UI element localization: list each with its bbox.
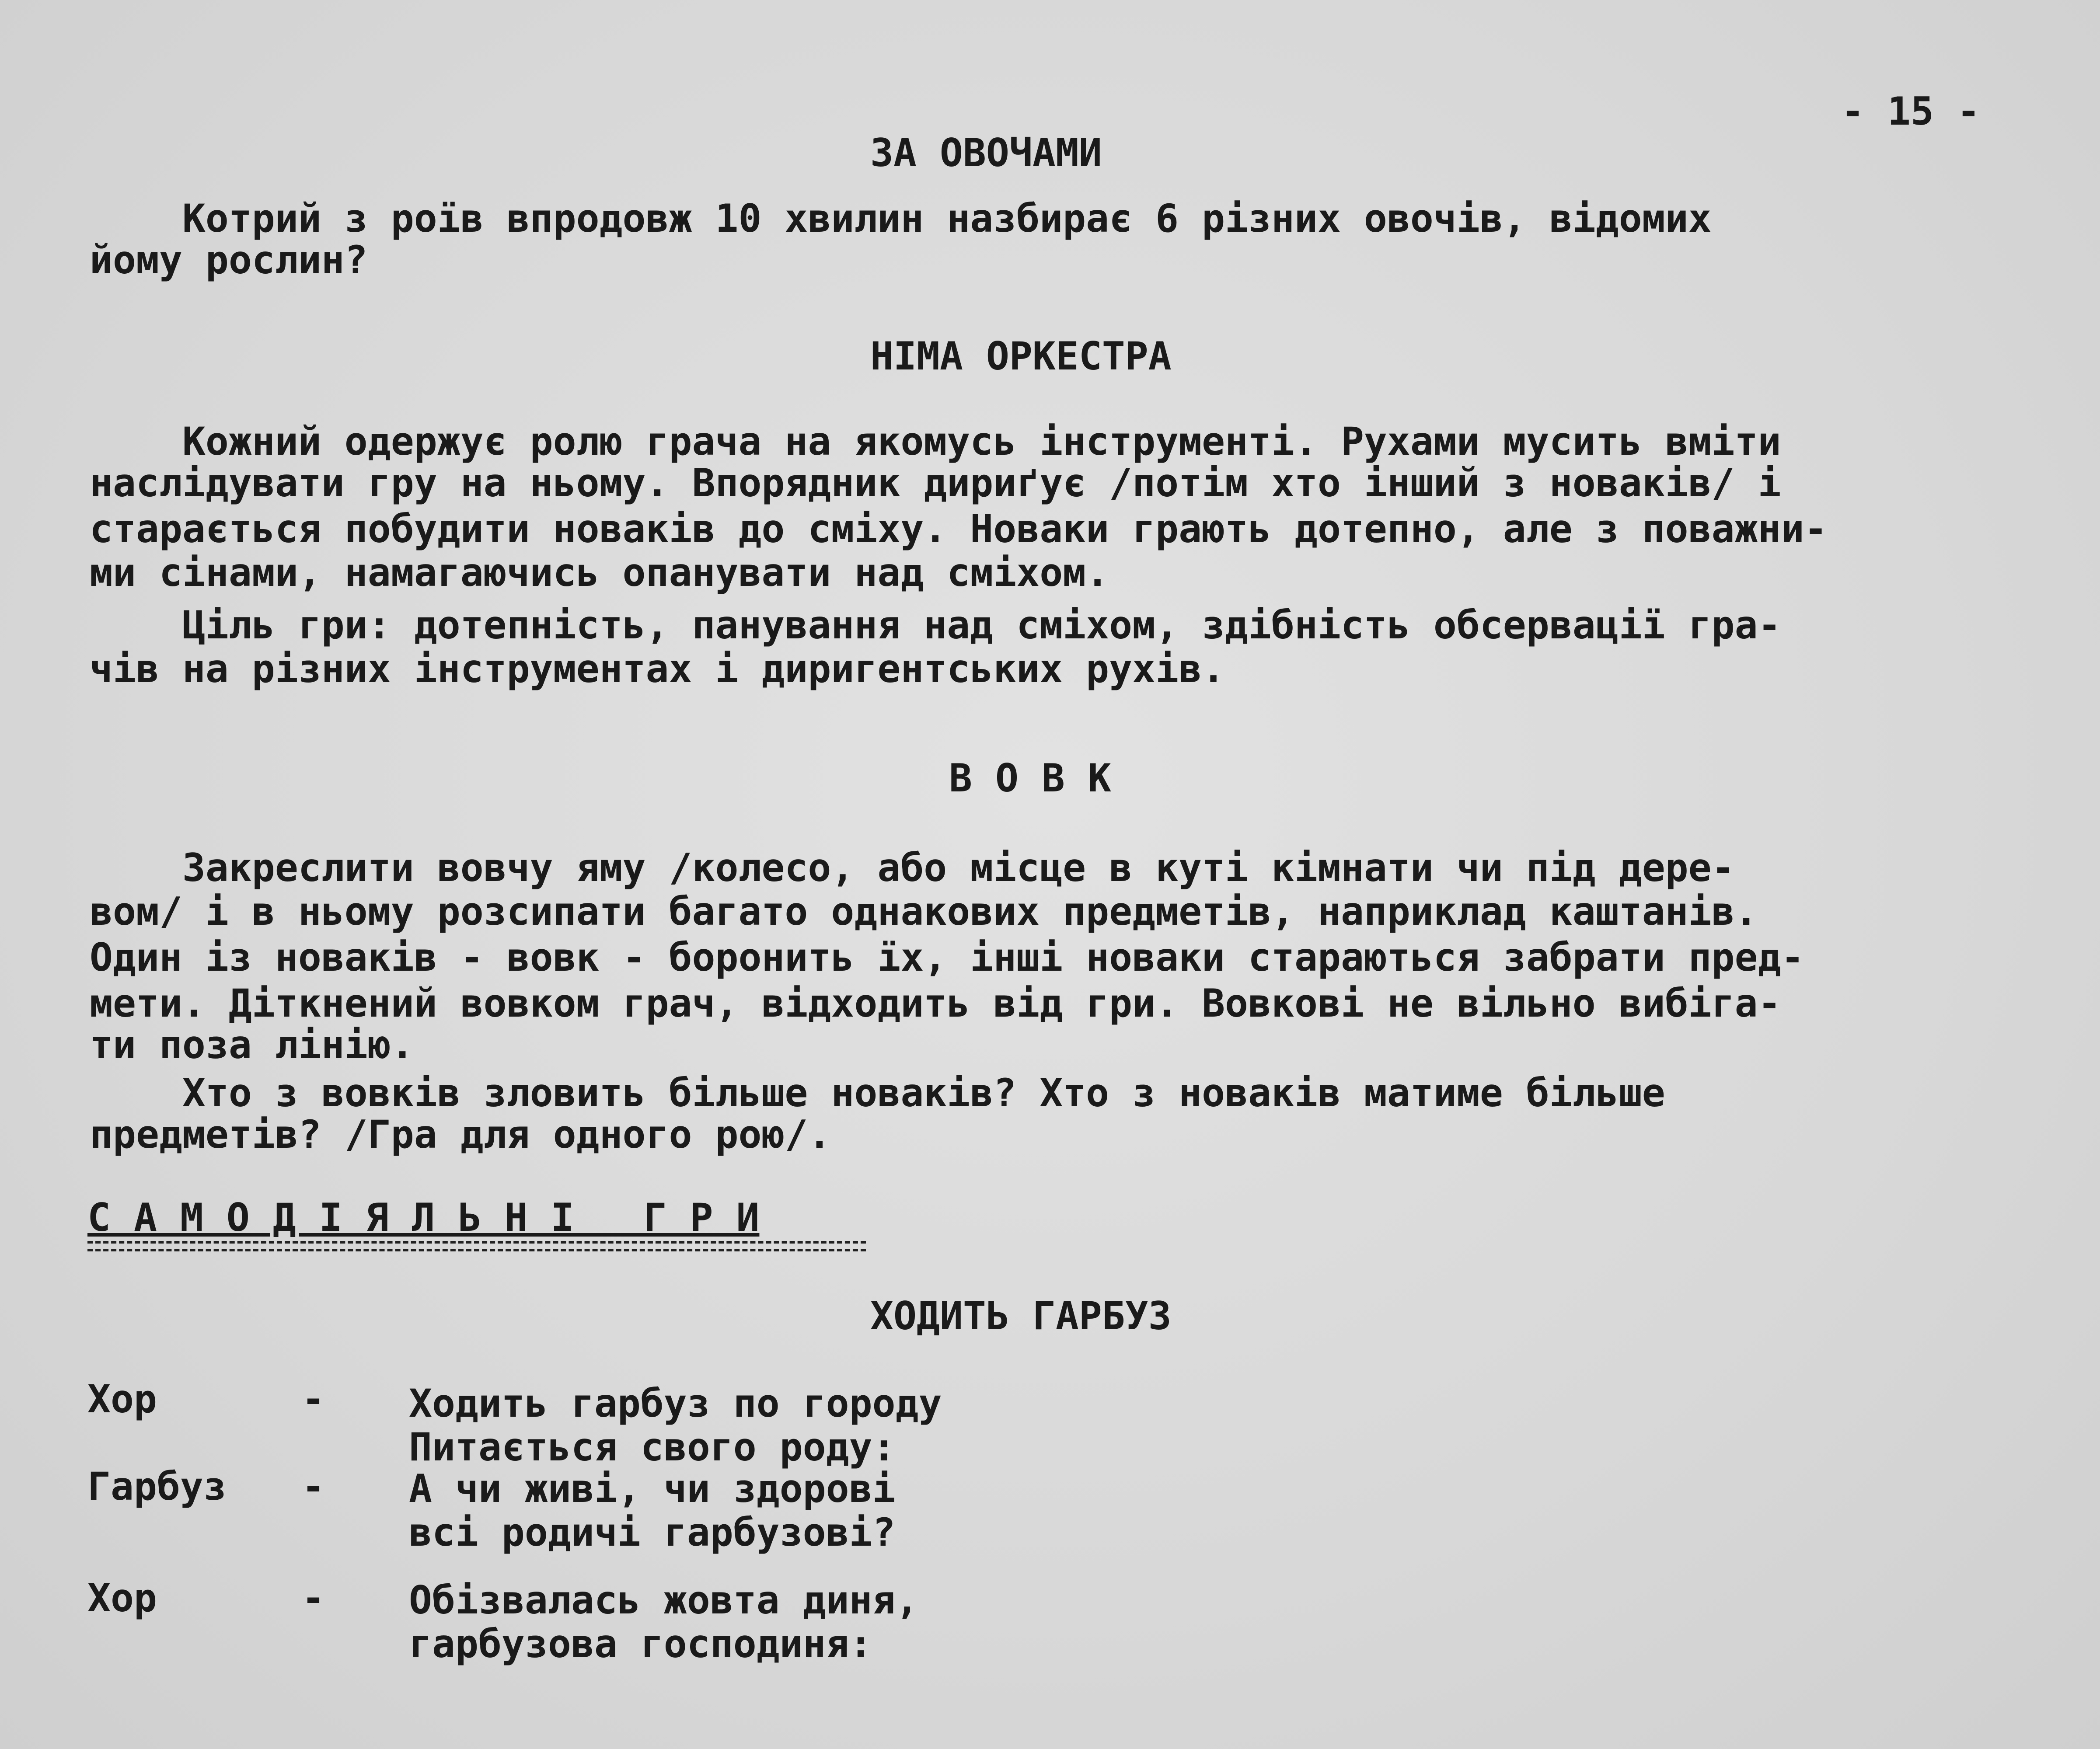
paragraph-line: старається побудити новаків до сміху. Новаки грають дотепно, але з поважни- <box>90 506 1828 551</box>
heading-vovk: В О В К <box>949 756 1111 801</box>
verse-line: Обізвалась жовта диня, <box>409 1578 919 1623</box>
paragraph-line: вом/ і в ньому розсипати багато однакових предметів, наприклад каштанів. <box>90 889 1758 934</box>
double-underline <box>87 1249 866 1251</box>
verse-line: Ходить гарбуз по городу <box>409 1381 942 1426</box>
verse-line: Питається свого роду: <box>409 1425 896 1470</box>
speaker-label: Хор <box>87 1376 157 1421</box>
heading-nima-orkestra: НІМА ОРКЕСТРА <box>870 334 1172 379</box>
section-title: С А М О Д І Я Л Ь Н І Г Р И <box>87 1195 760 1240</box>
paragraph-line: йому рослин? <box>90 237 368 282</box>
page-number: - 15 - <box>1841 89 1980 134</box>
paragraph-line: ти поза лінію. <box>90 1022 414 1067</box>
paragraph-line: Закреслити вовчу яму /колесо, або місце в куті кімнати чи під дере- <box>90 845 1735 890</box>
paragraph-line: мети. Діткнений вовком грач, відходить від гри. Вовкові не вільно вибіга- <box>90 981 1781 1026</box>
paragraph-line: наслідувати гру на ньому. Впорядник дириґує /потім хто інший з новаків/ і <box>90 460 1781 505</box>
verse-line: А чи живі, чи здорові <box>409 1466 896 1511</box>
paragraph-line: чів на різних інструментах і диригентських рухів. <box>90 646 1225 691</box>
paragraph-line: Один із новаків - вовк - боронить їх, інші новаки стараються забрати пред- <box>90 935 1804 980</box>
verse-line: гарбузова господиня: <box>409 1621 872 1666</box>
speaker-dash: - <box>302 1464 325 1509</box>
paragraph-line: ми сінами, намагаючись опанувати над сміхом. <box>90 550 1109 595</box>
heading-za-ovochamy: ЗА ОВОЧАМИ <box>870 130 1102 175</box>
double-underline <box>87 1241 866 1244</box>
speaker-label: Гарбуз <box>87 1464 227 1509</box>
heading-khodyt-harbuz: ХОДИТЬ ГАРБУЗ <box>870 1293 1172 1338</box>
paragraph-line: Котрий з роїв впродовж 10 хвилин назбирає 6 різних овочів, відомих <box>90 196 1712 241</box>
speaker-label: Хор <box>87 1575 157 1620</box>
paragraph-line: Ціль гри: дотепність, панування над сміхом, здібність обсервації гра- <box>90 603 1781 648</box>
paragraph-line: предметів? /Гра для одного рою/. <box>90 1112 831 1157</box>
paragraph-line: Хто з вовків зловить більше новаків? Хто з новаків матиме більше <box>90 1070 1665 1115</box>
speaker-dash: - <box>302 1575 325 1620</box>
paragraph-line: Кожний одержує ролю грача на якомусь інструменті. Рухами мусить вміти <box>90 419 1781 464</box>
speaker-dash: - <box>302 1376 325 1421</box>
verse-line: всі родичі гарбузові? <box>409 1510 896 1555</box>
